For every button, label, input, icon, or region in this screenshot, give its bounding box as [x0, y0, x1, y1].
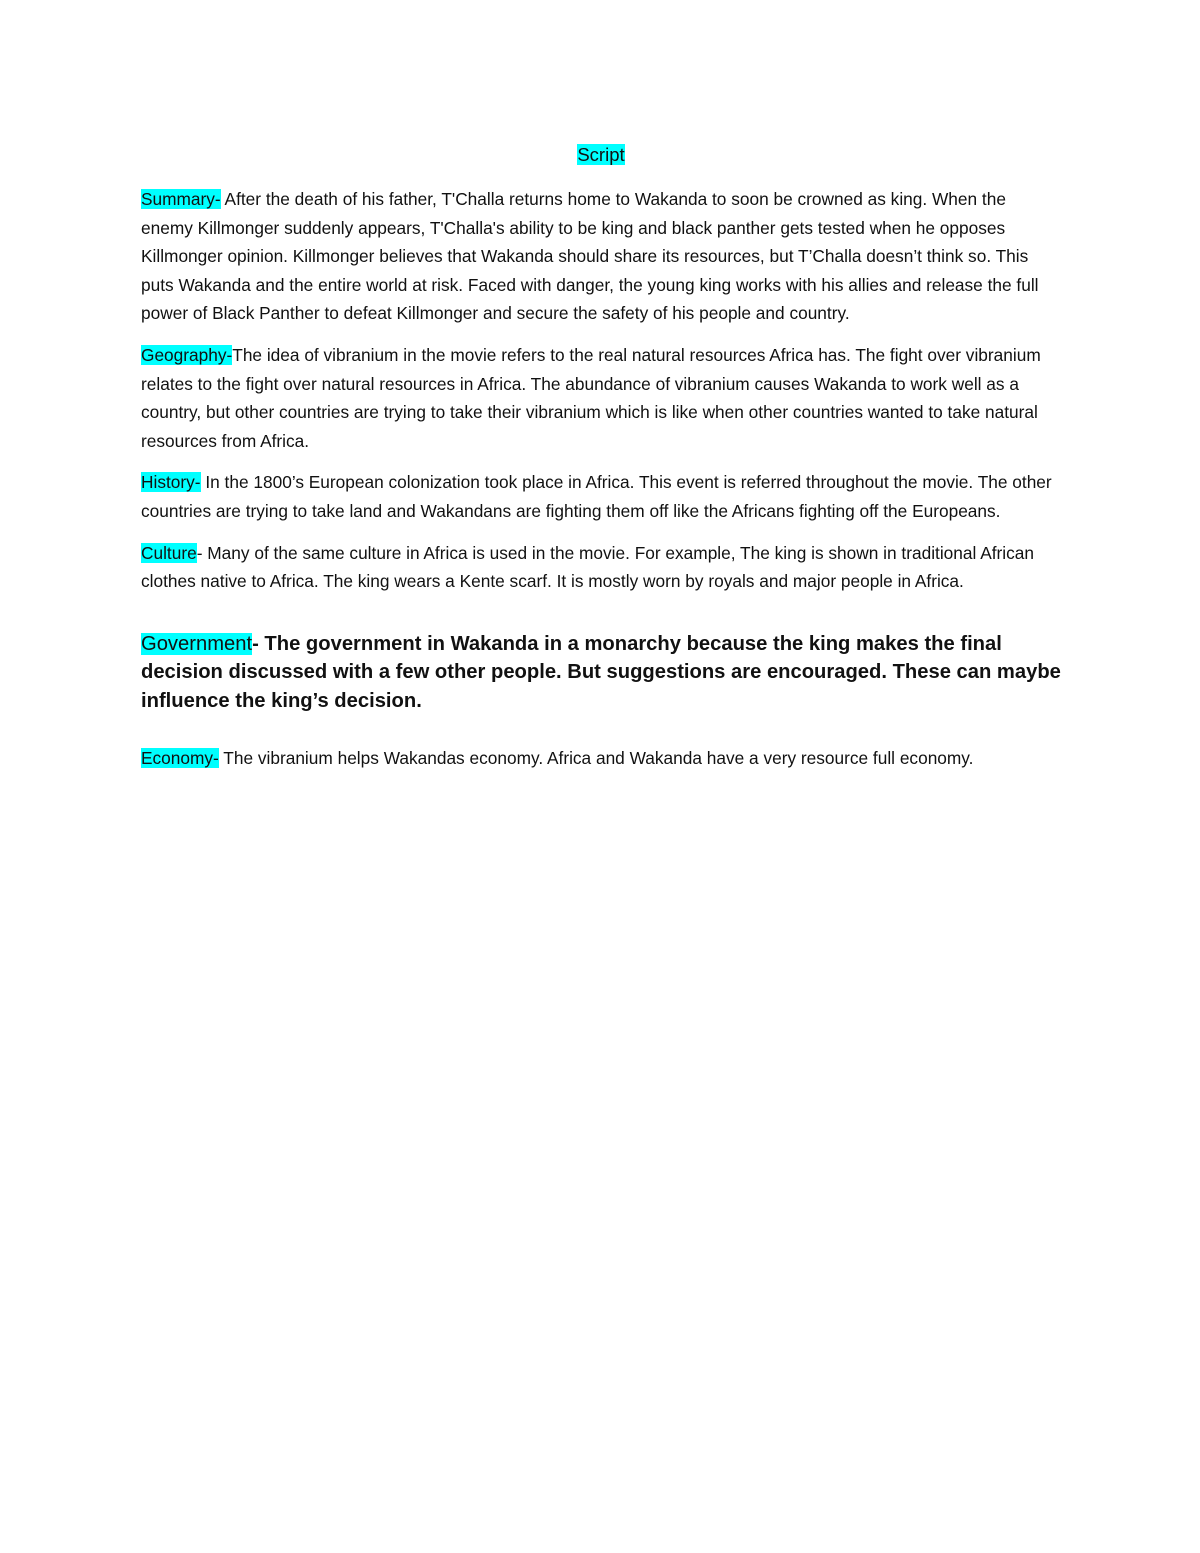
summary-text: After the death of his father, T'Challa returns home to Wakanda to soon be crowned as king. When the enemy Killmonger suddenly appears, T'Challa's ability to be king and black panther gets tested when he opposes Killmonger opinion. Killmonger believes that Wakanda should share its resources, but T’Challa doesn’t think so. This puts Wakanda and the entire world at risk. Faced with danger, the young king works with his allies and release the full power of Black Panther to defeat Killmonger and secure the safety of his people and country.	[141, 189, 1039, 324]
economy-text: The vibranium helps Wakandas economy. Africa and Wakanda have a very resource full economy.	[218, 747, 974, 768]
government-label: Government	[141, 632, 253, 655]
culture-paragraph	[141, 539, 1061, 596]
geography-text: The idea of vibranium in the movie refers to the real natural resources Africa has. The fight over vibranium relates to the fight over natural resources in Africa. The abundance of vibranium causes Wakanda to work well as a country, but other countries are trying to take their vibranium which is like when other countries wanted to take natural resources from Africa.	[141, 344, 1041, 451]
document-title-line	[141, 140, 1061, 169]
summary-label: Summary-	[141, 189, 221, 209]
history-text: In the 1800’s European colonization took place in Africa. This event is referred throughout the movie. The other countries are trying to take land and Wakandans are fighting them off like the Africans fighting off the Europeans.	[141, 472, 1052, 521]
summary-paragraph	[141, 185, 1061, 328]
government-paragraph	[141, 630, 1061, 716]
history-paragraph	[141, 468, 1061, 525]
geography-paragraph	[141, 341, 1061, 455]
document-title: Script	[577, 144, 625, 165]
economy-label: Economy-	[141, 747, 219, 768]
culture-label: Culture	[141, 542, 197, 563]
culture-text: - Many of the same culture in Africa is used in the movie. For example, The king is shown in traditional African clothes native to Africa. The king wears a Kente scarf. It is mostly worn by royals and major people in Africa.	[141, 542, 1034, 592]
history-label: History-	[141, 472, 201, 493]
economy-paragraph	[141, 744, 1061, 773]
government-text: - The government in Wakanda in a monarchy because the king makes the final decision discussed with a few other people. But suggestions are encouraged. These can maybe influence the king’s decision.	[141, 632, 1061, 712]
geography-label: Geography-	[141, 344, 233, 365]
document-page	[141, 140, 1061, 785]
